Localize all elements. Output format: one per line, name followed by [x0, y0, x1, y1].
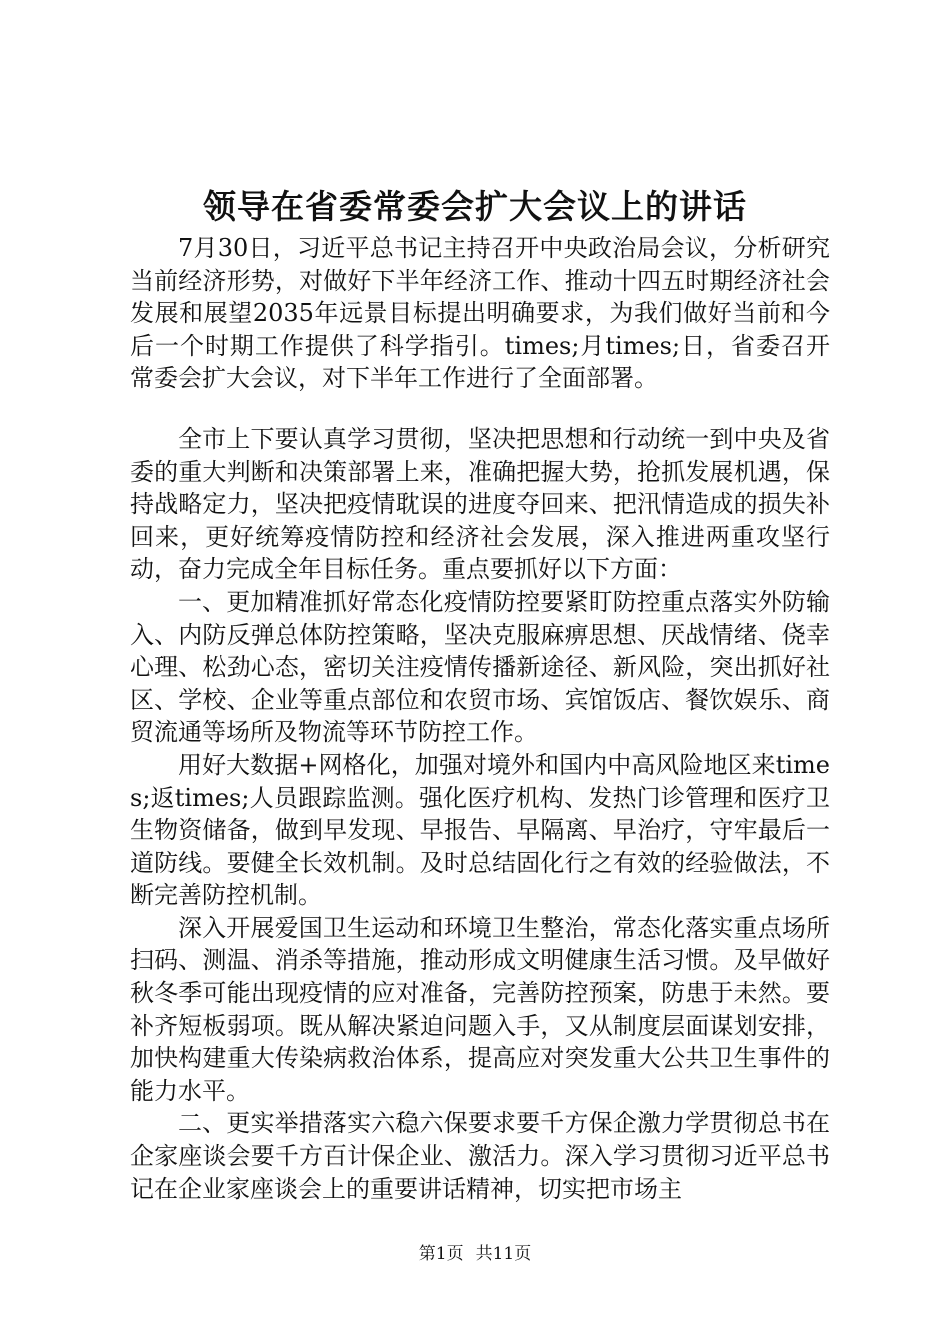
document-title: 领导在省委常委会扩大会议上的讲话: [203, 187, 747, 226]
paragraph-intro: 7月30日，习近平总书记主持召开中央政治局会议，分析研究当前经济形势，对做好下半年经济工作、推动十四五时期经济社会发展和展望2035年远景目标提出明确要求，为我们做好当前和今后一个时期工作提供了科学指引。times;月times;日，省委召开常委会扩大会议，对下半年工作进行了全面部署。: [130, 234, 830, 393]
paragraph-big-data: 用好大数据+网格化，加强对境外和国内中高风险地区来times;返times;人员跟踪监测。强化医疗机构、发热门诊管理和医疗卫生物资储备，做到早发现、早报告、早隔离、早治疗，守牢最后一道防线。要健全长效机制。及时总结固化行之有效的经验做法，不断完善防控机制。: [130, 750, 830, 910]
page-footer: [0, 1242, 950, 1266]
page-total: 共11页: [475, 1244, 532, 1264]
document-body: [130, 232, 830, 1205]
paragraph-section-2: 二、更实举措落实六稳六保要求要千方保企激力学贯彻总书在企家座谈会要千方百计保企业、激活力。深入学习贯彻习近平总书记在企业家座谈会上的重要讲话精神，切实把市场主: [130, 1109, 830, 1203]
page-number: 第1页: [418, 1244, 464, 1264]
paragraph-section-1: 一、更加精准抓好常态化疫情防控要紧盯防控重点落实外防输入、内防反弹总体防控策略，坚决克服麻痹思想、厌战情绪、侥幸心理、松劲心态，密切关注疫情传播新途径、新风险，突出抓好社区、学校、企业等重点部位和农贸市场、宾馆饭店、餐饮娱乐、商贸流通等场所及物流等环节防控工作。: [130, 587, 830, 747]
paragraph-patriotic-health: 深入开展爱国卫生运动和环境卫生整治，常态化落实重点场所扫码、测温、消杀等措施，推动形成文明健康生活习惯。及早做好秋冬季可能出现疫情的应对准备，完善防控预案，防患于未然。要补齐短板弱项。既从解决紧迫问题入手，又从制度层面谋划安排，加快构建重大传染病救治体系，提高应对突发重大公共卫生事件的能力水平。: [130, 913, 830, 1105]
paragraph-overview: 全市上下要认真学习贯彻，坚决把思想和行动统一到中央及省委的重大判断和决策部署上来，准确把握大势，抢抓发展机遇，保持战略定力，坚决把疫情耽误的进度夺回来、把汛情造成的损失补回来，更好统筹疫情防控和经济社会发展，深入推进两重攻坚行动，奋力完成全年目标任务。重点要抓好以下方面：: [130, 424, 830, 584]
